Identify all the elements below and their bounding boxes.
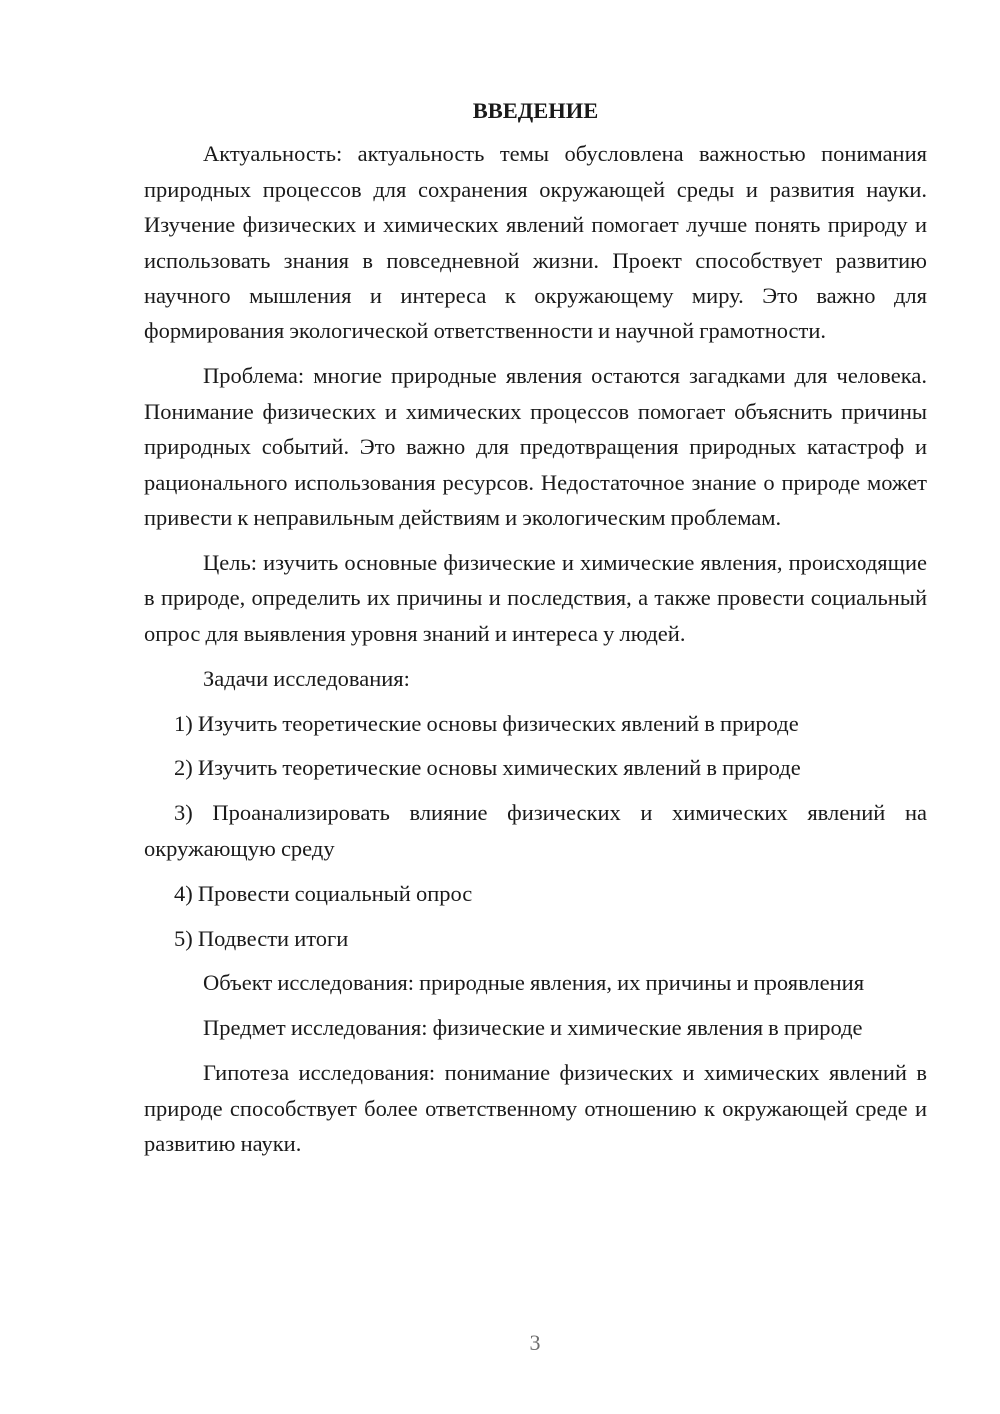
task-item-4: 4) Провести социальный опрос [174, 880, 473, 906]
page-title: ВВЕДЕНИЕ [472, 98, 599, 123]
paragraph-relevance: Актуальность: актуальность темы обусловлена важностью понимания природных процессов для сохранения окружающей среды и развития науки. Изучение физических и химических явлений помогает лучше понять природу и использовать знания в повседневной жизни. Проект способствует развитию научного мышления и интереса к окружающему миру. Это важно для формирования экологической ответственности и научной грамотности. [144, 141, 927, 344]
page-number: 3 [529, 1330, 541, 1355]
paragraph-goal: Цель: изучить основные физические и химические явления, происходящие в природе, определить их причины и последствия, а также провести социальный опрос для выявления уровня знаний и интереса у людей. [144, 549, 927, 646]
task-item-5: 5) Подвести итоги [174, 925, 349, 951]
paragraph-hypothesis: Гипотеза исследования: понимание физических и химических явлений в природе способствует более ответственному отношению к окружающей среде и развитию науки. [144, 1060, 927, 1157]
task-item-1: 1) Изучить теоретические основы физических явлений в природе [174, 710, 799, 736]
task-item-2: 2) Изучить теоретические основы химических явлений в природе [174, 755, 801, 781]
paragraph-object: Объект исследования: природные явления, их причины и проявления [203, 970, 865, 996]
tasks-heading: Задачи исследования: [203, 665, 410, 691]
task-item-3: 3) Проанализировать влияние физических и химических явлений на окружающую среду [144, 800, 927, 861]
page-content [144, 93, 927, 1171]
paragraph-subject: Предмет исследования: физические и химические явления в природе [203, 1015, 863, 1041]
paragraph-problem: Проблема: многие природные явления остаются загадками для человека. Понимание физических и химических процессов помогает объяснить причины природных событий. Это важно для предотвращения природных катастроф и рационального использования ресурсов. Недостаточное знание о природе может привести к неправильным действиям и экологическим проблемам. [144, 363, 927, 530]
